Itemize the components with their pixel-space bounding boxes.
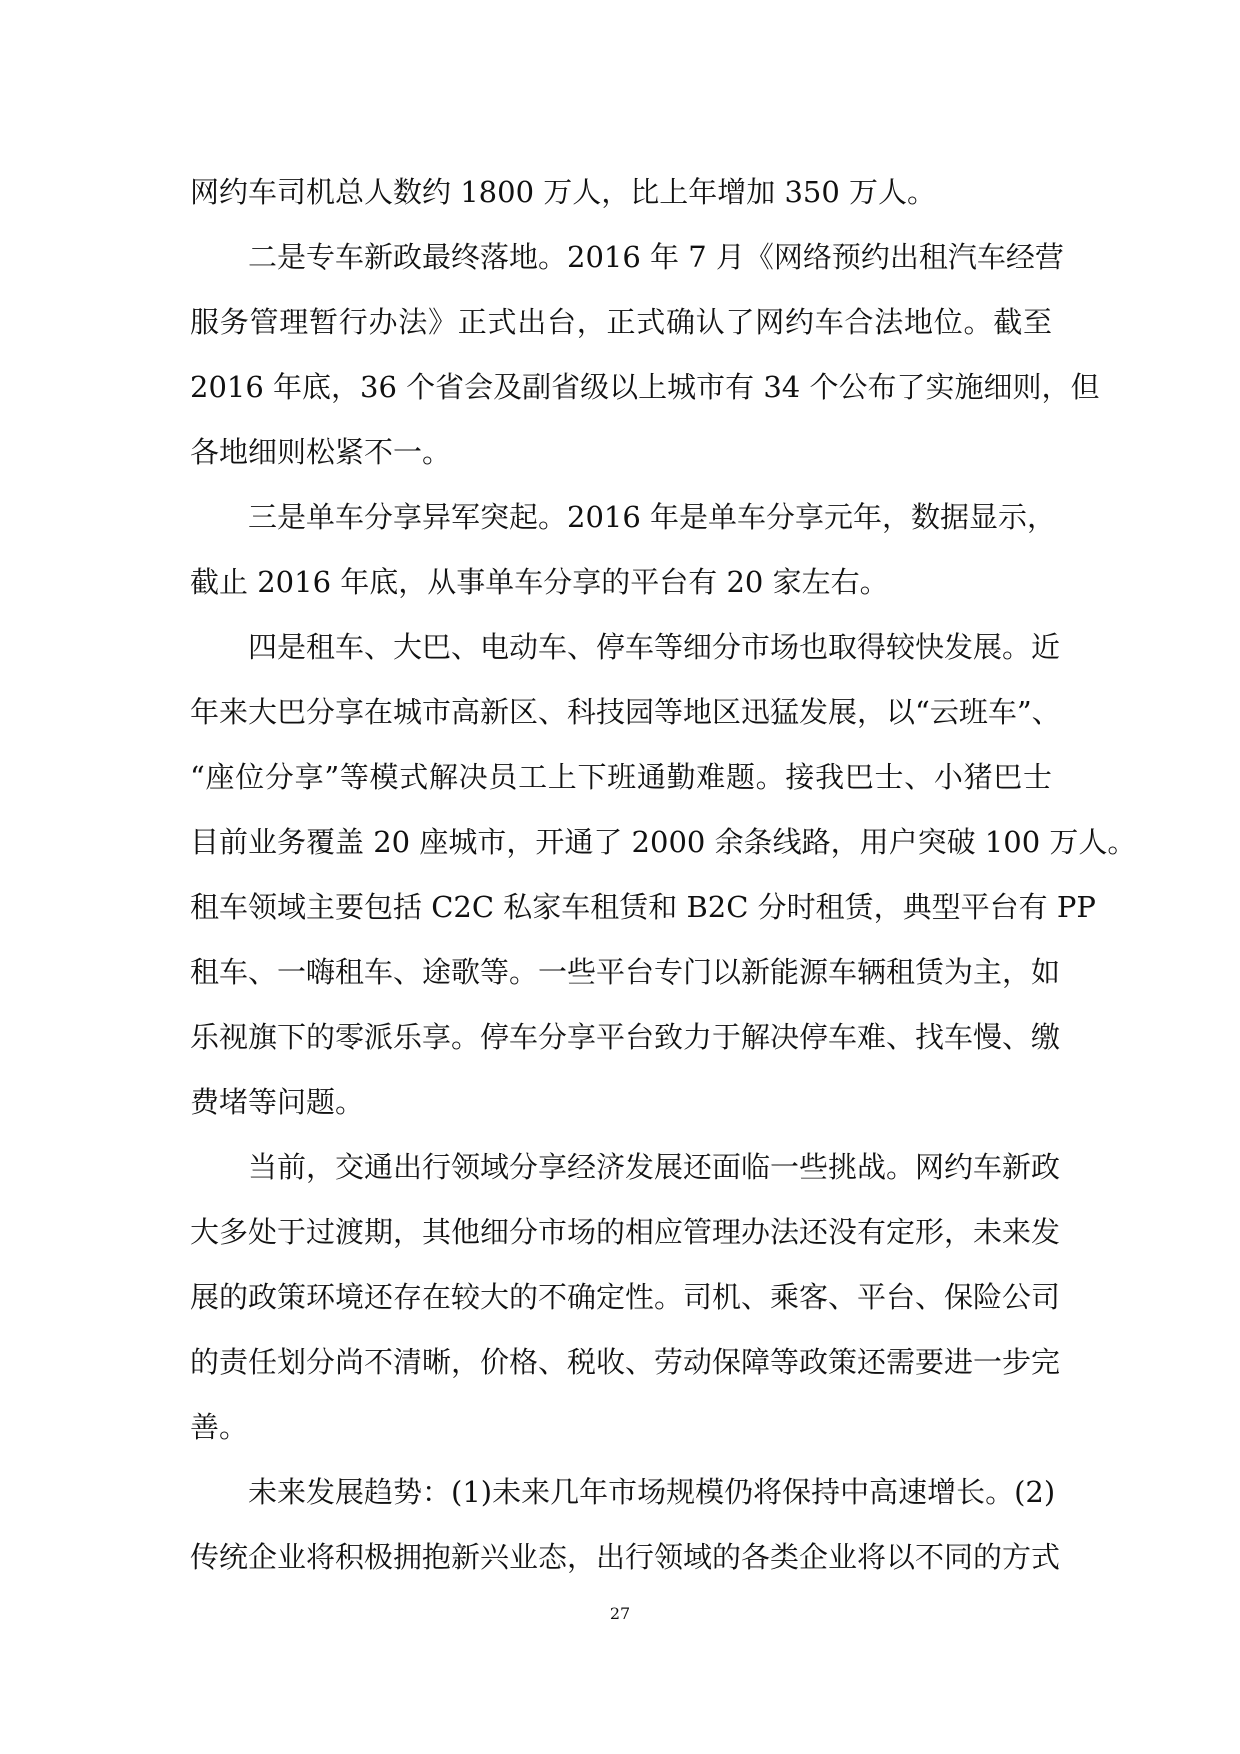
text-line: 费堵等问题。: [190, 1085, 365, 1119]
text-line: 网约车司机总人数约 1800 万人，比上年增加 350 万人。: [190, 175, 937, 209]
text-line: 展的政策环境还存在较大的不确定性。司机、乘客、平台、保险公司: [190, 1280, 1061, 1314]
text-line: 的责任划分尚不清晰，价格、税收、劳动保障等政策还需要进一步完: [190, 1345, 1061, 1379]
text-line: 年来大巴分享在城市高新区、科技园等地区迅猛发展，以“云班车”、: [190, 695, 1061, 729]
text-line: 服务管理暂行办法》正式出台，正式确认了网约车合法地位。截至: [190, 305, 1052, 339]
text-line: 大多处于过渡期，其他细分市场的相应管理办法还没有定形，未来发: [190, 1215, 1061, 1249]
text-line: 四是租车、大巴、电动车、停车等细分市场也取得较快发展。近: [248, 630, 1061, 664]
text-line: 租车、一嗨租车、途歌等。一些平台专门以新能源车辆租赁为主，如: [190, 955, 1061, 989]
text-line: 善。: [190, 1410, 249, 1444]
text-line: 三是单车分享异军突起。2016 年是单车分享元年，数据显示，: [248, 500, 1057, 534]
page-number: 27: [609, 1604, 631, 1623]
text-line: 截止 2016 年底，从事单车分享的平台有 20 家左右。: [190, 565, 889, 599]
text-line: 乐视旗下的零派乐享。停车分享平台致力于解决停车难、找车慢、缴: [190, 1020, 1061, 1054]
text-line: 二是专车新政最终落地。2016 年 7 月《网络预约出租汽车经营: [248, 240, 1064, 274]
body-text: [190, 160, 1137, 1590]
text-line: “座位分享”等模式解决员工上下班通勤难题。接我巴士、小猪巴士: [190, 760, 1052, 794]
text-line: 当前，交通出行领域分享经济发展还面临一些挑战。网约车新政: [248, 1150, 1061, 1184]
text-line: 2016 年底，36 个省会及副省级以上城市有 34 个公布了实施细则，但: [190, 370, 1100, 404]
text-line: 未来发展趋势：(1)未来几年市场规模仍将保持中高速增长。(2): [248, 1475, 1056, 1509]
text-line: 传统企业将积极拥抱新兴业态，出行领域的各类企业将以不同的方式: [190, 1540, 1061, 1574]
text-line: 各地细则松紧不一。: [190, 435, 452, 469]
text-line: 租车领域主要包括 C2C 私家车租赁和 B2C 分时租赁，典型平台有 PP: [190, 890, 1096, 924]
text-line: 目前业务覆盖 20 座城市，开通了 2000 余条线路，用户突破 100 万人。: [190, 825, 1137, 859]
